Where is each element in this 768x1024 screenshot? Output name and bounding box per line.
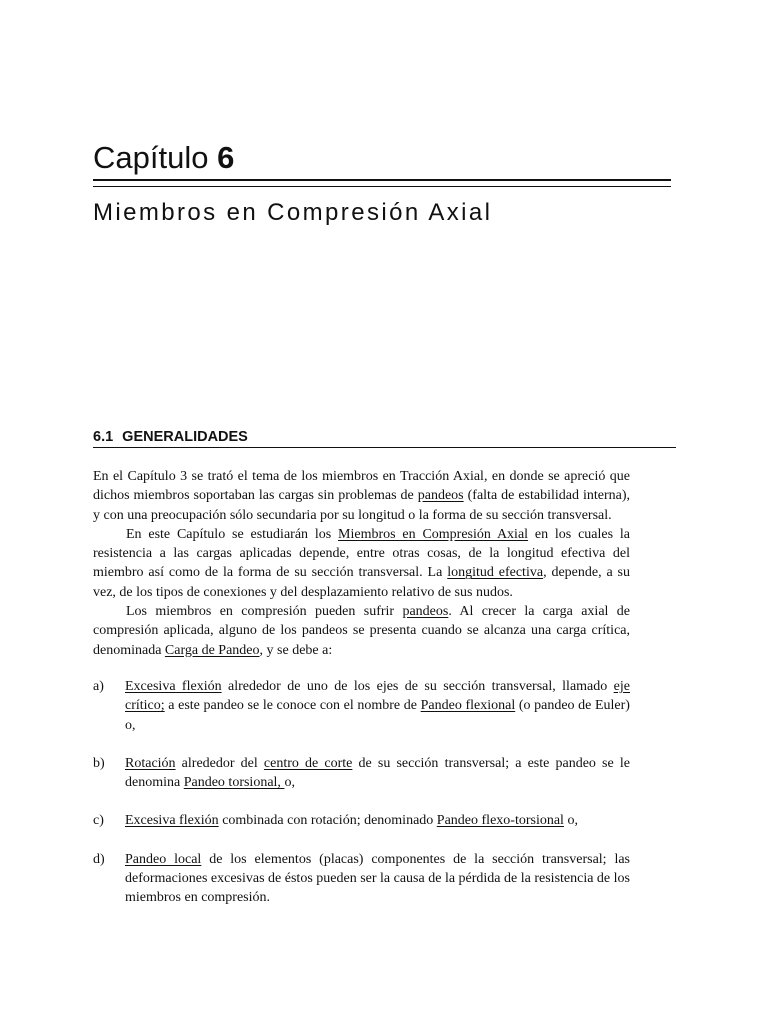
paragraph-text: en los cuales la resistencia a las cargas aplicadas depende, entre otras cosas, de la longitud efectiva del miembro así como de la forma de su sección transversal. La	[93, 526, 630, 581]
section-heading	[93, 428, 676, 448]
underlined-term: pandeos	[402, 604, 449, 620]
underlined-term: centro de corte	[263, 755, 353, 771]
underlined-term: Pandeo flexo-torsional	[436, 813, 564, 829]
underlined-term: Pandeo torsional,	[183, 775, 285, 791]
list-item-text: de su sección transversal; a este pandeo se le denomina	[125, 755, 630, 791]
list-item-content	[125, 677, 630, 735]
list-item-text: combinada con rotación; denominado	[218, 813, 437, 829]
underlined-term: eje crítico;	[125, 678, 630, 714]
paragraph-text: Los miembros en compresión pueden sufrir	[126, 604, 403, 620]
buckling-list	[93, 677, 630, 908]
paragraph-text: , depende, a su vez, de los tipos de conexiones y del desplazamiento relativo de sus nudos.	[93, 565, 631, 600]
paragraph-text: (falta de estabilidad interna), y con una preocupación sólo secundaria por su longitud o la forma de su sección transversal.	[93, 488, 630, 523]
list-marker: b)	[93, 755, 105, 771]
paragraph-1	[93, 467, 630, 525]
list-marker: d)	[93, 851, 105, 867]
list-item-text: o,	[563, 813, 578, 829]
underlined-term: Pandeo local	[125, 851, 202, 867]
underlined-term: longitud efectiva	[447, 565, 544, 581]
list-item-text: alrededor de uno de los ejes de su sección transversal, llamado	[221, 678, 614, 694]
chapter-header	[93, 140, 671, 227]
section-number: 6.1	[93, 429, 114, 445]
list-item-text: (o pandeo de Euler) o,	[125, 698, 630, 733]
list-item-text: a este pandeo se le conoce con el nombre de	[164, 698, 421, 714]
section-header	[93, 428, 676, 448]
underlined-term: Carga de Pandeo	[164, 642, 260, 658]
paragraph-text: . Al crecer la carga axial de compresión aplicada, alguno de los pandeos se presenta cuando se alcanza una carga crítica, denominada	[93, 604, 630, 658]
list-marker: a)	[93, 678, 104, 694]
paragraph-text: En el Capítulo 3 se trató el tema de los miembros en Tracción Axial, en donde se apreció que dichos miembros soportaban las cargas sin problemas de	[93, 469, 630, 504]
list-item-text: de los elementos (placas) componentes de la sección transversal; las deformaciones excesivas de éstos pueden ser la causa de la pérdida de la resistencia de los miembros en compresión.	[125, 851, 630, 906]
underlined-term: Excesiva flexión	[125, 813, 219, 829]
underlined-term: pandeos	[417, 488, 464, 504]
list-item-content	[125, 754, 630, 793]
list-marker: c)	[93, 813, 104, 829]
list-item-c	[93, 811, 630, 830]
list-item-content	[125, 850, 630, 908]
chapter-divider	[93, 179, 671, 187]
chapter-word: Capítulo	[93, 140, 209, 175]
list-item-text: o,	[284, 775, 295, 791]
paragraph-3	[93, 602, 630, 660]
underlined-term: Excesiva flexión	[125, 678, 222, 694]
paragraph-text: En este Capítulo se estudiarán los	[126, 526, 339, 542]
underlined-term: Rotación	[125, 755, 176, 771]
list-item-text: alrededor del	[175, 755, 264, 771]
list-item-d	[93, 850, 630, 908]
paragraph-text: , y se debe a:	[259, 642, 333, 658]
body-text	[93, 467, 630, 927]
underlined-term: Pandeo flexional	[420, 698, 516, 714]
section-title: GENERALIDADES	[122, 429, 248, 445]
chapter-number: 6	[217, 140, 235, 175]
paragraph-2	[93, 525, 630, 602]
chapter-label	[93, 140, 671, 176]
list-item-content	[125, 811, 630, 830]
list-item-a	[93, 677, 630, 735]
underlined-term: Miembros en Compresión Axial	[338, 526, 529, 542]
list-item-b	[93, 754, 630, 793]
chapter-title: Miembros en Compresión Axial	[93, 199, 493, 226]
